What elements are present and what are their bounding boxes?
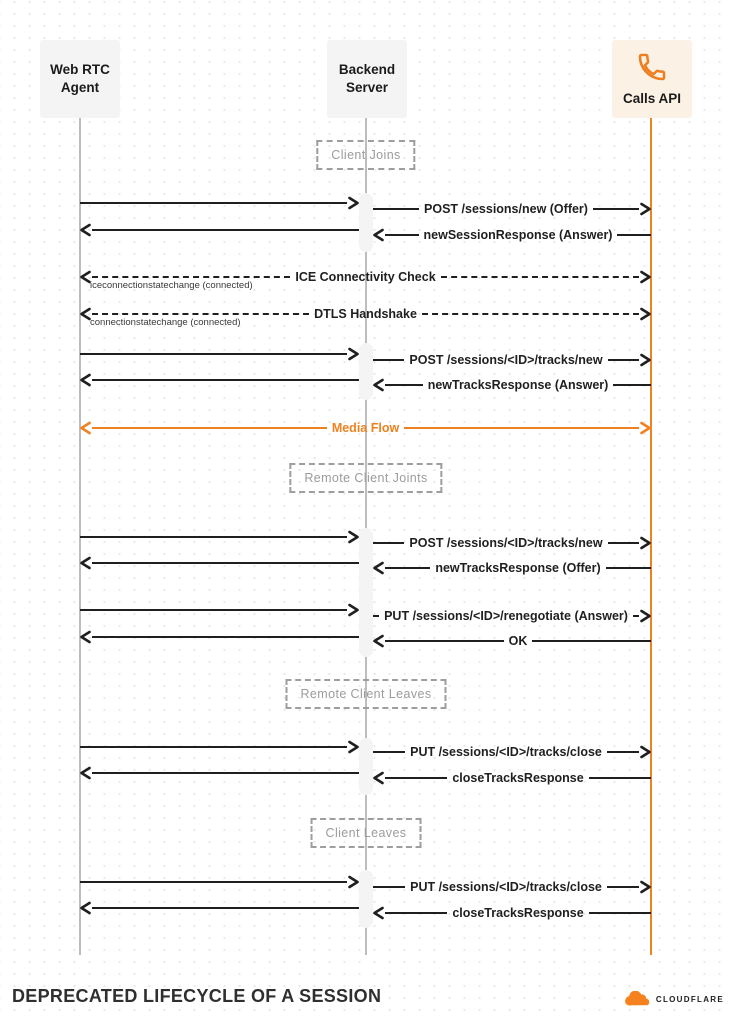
message-line [606, 567, 651, 569]
message-arrow [373, 632, 651, 650]
message-line [607, 886, 639, 888]
arrowhead-right-icon [347, 196, 359, 210]
message-line [608, 359, 639, 361]
actor-label-line1: Web RTC [50, 62, 110, 78]
arrowhead-left-icon [373, 634, 385, 648]
message-arrow [373, 351, 651, 369]
message-line [92, 313, 309, 315]
message-arrow [80, 268, 651, 291]
message-arrow [80, 345, 359, 363]
actor-label-line1: Backend [338, 62, 396, 78]
message-arrow [80, 305, 651, 328]
actor-label-line2: Agent [60, 80, 100, 95]
message-arrow [80, 554, 359, 572]
arrowhead-right-icon [347, 740, 359, 754]
message-arrow [373, 607, 651, 625]
message-arrow [80, 601, 359, 619]
message-line [80, 609, 347, 611]
arrowhead-right-icon [347, 530, 359, 544]
message-label: ICE Connectivity Check [295, 270, 436, 284]
message-sublabel: connectionstatechange (connected) [90, 317, 241, 328]
message-arrow [373, 559, 651, 577]
message-label: POST /sessions/<ID>/tracks/new [409, 536, 603, 550]
arrowhead-right-icon [639, 536, 651, 550]
message-line [373, 886, 405, 888]
message-label: newSessionResponse (Answer) [423, 228, 613, 242]
message-arrow [373, 769, 651, 787]
message-arrow [373, 878, 651, 896]
arrowhead-left-icon [373, 561, 385, 575]
message-label: PUT /sessions/<ID>/tracks/close [410, 880, 602, 894]
phase-label: Client Leaves [325, 826, 407, 840]
arrowhead-right-icon [347, 875, 359, 889]
message-line [385, 777, 447, 779]
message-line [92, 276, 290, 278]
arrowhead-right-icon [347, 603, 359, 617]
actor-box-backend-server [327, 40, 407, 118]
arrowhead-right-icon [347, 347, 359, 361]
message-label: closeTracksResponse [452, 771, 584, 785]
message-arrow [80, 628, 359, 646]
arrowhead-left-icon [373, 378, 385, 392]
message-label: newTracksResponse (Answer) [427, 378, 609, 392]
diagram-title: DEPRECATED LIFECYCLE OF A SESSION [12, 986, 382, 1006]
arrowhead-right-icon [639, 270, 651, 284]
message-label: closeTracksResponse [452, 906, 584, 920]
message-label: newTracksResponse (Offer) [435, 561, 601, 575]
actor-box-webrtc-agent [40, 40, 120, 118]
message-line [80, 536, 347, 538]
cloudflare-logo [622, 991, 724, 1007]
arrowhead-left-icon [373, 228, 385, 242]
arrowhead-right-icon [639, 880, 651, 894]
phase-label: Client Joins [331, 148, 401, 162]
phase-box [311, 818, 422, 848]
activation-bar [359, 738, 373, 795]
message-arrow [373, 743, 651, 761]
message-arrow [80, 419, 651, 437]
message-line [92, 772, 359, 774]
message-line [613, 384, 651, 386]
arrowhead-right-icon [639, 307, 651, 321]
message-arrow [373, 226, 651, 244]
arrowhead-left-icon [80, 421, 92, 435]
message-arrow [80, 873, 359, 891]
cloudflare-wordmark: CLOUDFLARE [655, 994, 724, 1004]
actor-label-line1: Calls API [622, 90, 682, 106]
message-arrow [373, 534, 651, 552]
arrowhead-left-icon [373, 906, 385, 920]
message-line [80, 202, 347, 204]
message-line [373, 208, 419, 210]
arrowhead-left-icon [80, 223, 92, 237]
arrowhead-right-icon [639, 609, 651, 623]
message-line [422, 313, 639, 315]
message-line [373, 751, 405, 753]
message-arrow [373, 200, 651, 218]
message-arrow [373, 376, 651, 394]
message-line [385, 912, 447, 914]
activation-bar [359, 343, 373, 400]
message-line [385, 567, 430, 569]
message-line [80, 881, 347, 883]
message-arrow [373, 904, 651, 922]
message-line [385, 640, 504, 642]
message-line [589, 912, 651, 914]
arrowhead-left-icon [373, 771, 385, 785]
message-line [607, 751, 639, 753]
message-label: Media Flow [331, 421, 400, 435]
message-line [385, 234, 419, 236]
message-line [92, 427, 327, 429]
phase-label: Remote Client Leaves [300, 687, 432, 701]
arrowhead-left-icon [80, 630, 92, 644]
message-arrow [80, 764, 359, 782]
phase-box [316, 140, 415, 170]
arrowhead-left-icon [80, 901, 92, 915]
arrowhead-right-icon [639, 202, 651, 216]
message-arrow [80, 528, 359, 546]
arrowhead-left-icon [80, 766, 92, 780]
phase-box [289, 463, 442, 493]
message-line [589, 777, 651, 779]
message-line [92, 636, 359, 638]
message-arrow [80, 221, 359, 239]
message-line [92, 562, 359, 564]
message-line [617, 234, 651, 236]
message-line [373, 359, 404, 361]
message-line [385, 384, 423, 386]
message-line [92, 229, 359, 231]
message-line [92, 379, 359, 381]
message-arrow [80, 371, 359, 389]
arrowhead-right-icon [639, 421, 651, 435]
activation-bar [359, 193, 373, 252]
message-line [441, 276, 639, 278]
message-line [608, 542, 639, 544]
message-line [80, 353, 347, 355]
activation-bar [359, 870, 373, 928]
cloudflare-cloud-icon [622, 991, 652, 1007]
message-line [593, 208, 639, 210]
message-arrow [80, 899, 359, 917]
arrowhead-right-icon [639, 745, 651, 759]
actor-box-calls-api [612, 40, 692, 118]
arrowhead-left-icon [80, 373, 92, 387]
phase-label: Remote Client Joints [304, 471, 428, 485]
arrowhead-left-icon [80, 556, 92, 570]
message-label: PUT /sessions/<ID>/tracks/close [410, 745, 602, 759]
message-arrow [80, 194, 359, 212]
message-line [404, 427, 639, 429]
message-arrow [80, 738, 359, 756]
actor-label-line2: Server [345, 80, 389, 95]
arrowhead-right-icon [639, 353, 651, 367]
phone-icon [636, 51, 668, 83]
message-line [373, 542, 404, 544]
message-label: POST /sessions/new (Offer) [424, 202, 588, 216]
message-label: OK [508, 634, 528, 648]
message-sublabel: iceconnectionstatechange (connected) [90, 280, 253, 291]
message-label: PUT /sessions/<ID>/renegotiate (Answer) [384, 609, 628, 623]
message-line [532, 640, 651, 642]
message-label: DTLS Handshake [314, 307, 417, 321]
message-label: POST /sessions/<ID>/tracks/new [409, 353, 603, 367]
phase-box [286, 679, 447, 709]
message-line [80, 746, 347, 748]
message-line [92, 907, 359, 909]
activation-bar [359, 528, 373, 657]
